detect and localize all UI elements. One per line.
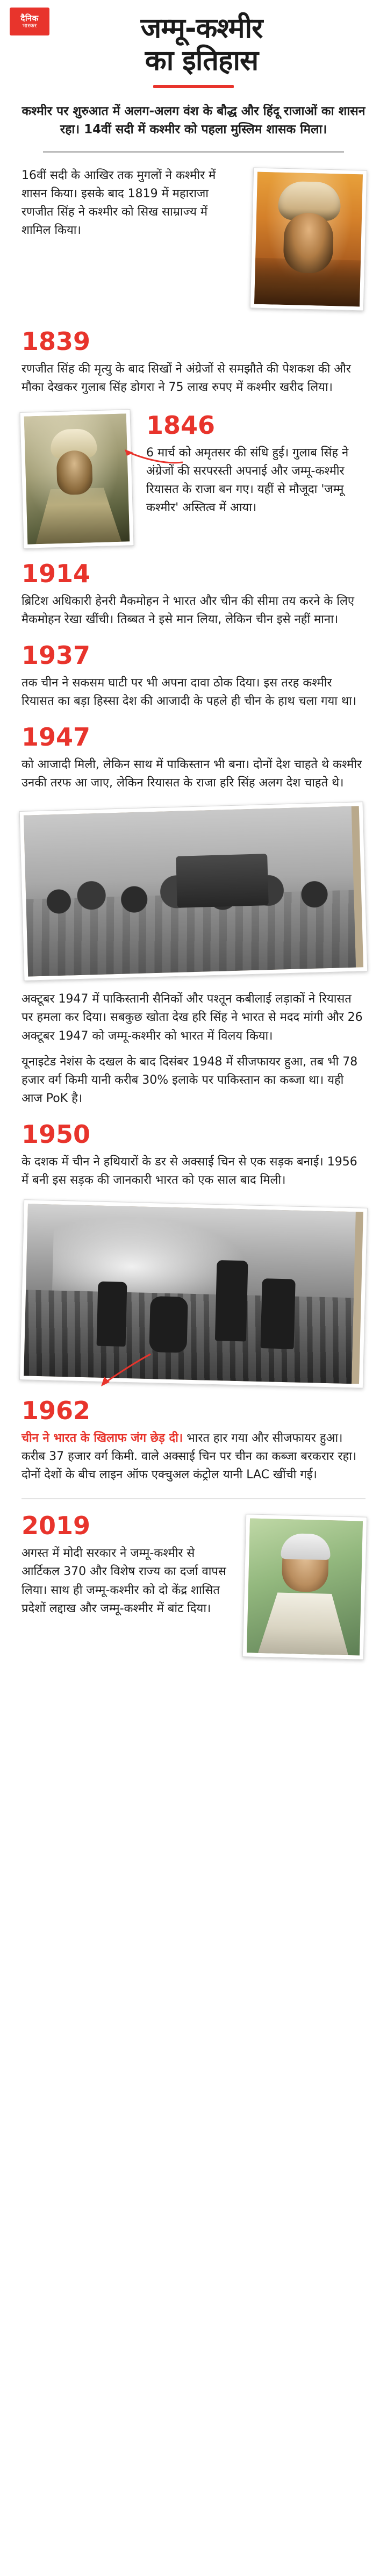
war-1962-photo-frame bbox=[19, 1199, 368, 1389]
ranjit-singh-photo-inner bbox=[254, 171, 363, 306]
soldier-figure-2 bbox=[149, 1297, 188, 1354]
portrait-body-shape bbox=[254, 257, 361, 306]
section-1914-text: ब्रिटिश अधिकारी हेनरी मैकमोहन ने भारत और चीन की सीमा तय करने के लिए मैकमोहन रेखा खींची। तिब्बत ने इसे मान लिया, लेकिन चीन इसे नहीं माना। bbox=[22, 594, 355, 626]
portrait-robe-shape bbox=[26, 482, 130, 544]
section-1846-text: 6 मार्च को अमृतसर की संधि हुई। गुलाब सिंह ने अंग्रेजों की सरपरस्ती अपनाई और जम्मू-कश्मीर रियासत के राजा बन गए। यहीं से मौजूदा 'जम्मू कश्मीर' अस्तित्व में आया। bbox=[146, 446, 349, 515]
section-1937-year: 1937 bbox=[22, 640, 91, 670]
section-1846 bbox=[0, 397, 387, 547]
page-title bbox=[0, 10, 387, 77]
section-1962-lead: चीन ने भारत के खिलाफ जंग छेड़ दी। bbox=[22, 1432, 183, 1446]
page-header bbox=[0, 0, 387, 88]
gulab-singh-photo-frame bbox=[19, 409, 134, 549]
section-1839 bbox=[0, 315, 387, 397]
truck-shape bbox=[176, 854, 269, 908]
kurta-shape bbox=[247, 1590, 361, 1656]
ranjit-singh-image-wrap bbox=[252, 169, 366, 310]
war-1947-photo-inner bbox=[24, 806, 363, 977]
war-1962-photo-block bbox=[0, 1190, 387, 1384]
page-title-line1: जम्मू-कश्मीर bbox=[140, 12, 263, 45]
page-title-line2: का इतिहास bbox=[145, 44, 259, 77]
section-1839-year: 1839 bbox=[22, 326, 91, 356]
gulab-singh-portrait-art bbox=[24, 413, 130, 544]
section-1962 bbox=[0, 1384, 387, 1484]
section-2019-text: अगस्त में मोदी सरकार ने जम्मू-कश्मीर से आर्टिकल 370 और विशेष राज्य का दर्जा वापस लिया। साथ ही जम्मू-कश्मीर को दो केंद्र शासित प्रदेशों लद्दाख और जम्मू-कश्मीर में बांट दिया। bbox=[22, 1547, 226, 1615]
section-mughal-ranjit-text: 16वीं सदी के आखिर तक मुगलों ने कश्मीर में शासन किया। इसके बाद 1819 में महाराजा रणजीत सिंह ने कश्मीर को सिख साम्राज्य में शामिल किया। bbox=[22, 168, 216, 237]
gulab-singh-image-wrap bbox=[22, 411, 132, 547]
dainik-bhaskar-logo bbox=[10, 8, 49, 35]
intro-paragraph: कश्मीर पर शुरुआत में अलग-अलग वंश के बौद्ध और हिंदू राजाओं का शासन रहा। 14वीं सदी में कश्मीर को पहला मुस्लिम शासक मिला। bbox=[22, 104, 366, 137]
section-1914 bbox=[0, 547, 387, 629]
war-1947-photo-block bbox=[0, 792, 387, 976]
ranjit-singh-portrait-art bbox=[254, 171, 363, 306]
soldier-figure-3 bbox=[215, 1260, 248, 1341]
section-1947 bbox=[0, 711, 387, 792]
section-1962-text bbox=[22, 1429, 366, 1484]
war-1947-photo-frame bbox=[19, 802, 368, 981]
section-1947-after bbox=[0, 976, 387, 1045]
section-pok bbox=[0, 1046, 387, 1108]
soldier-figure-4 bbox=[261, 1278, 296, 1349]
section-1947-after-text: अक्टूबर 1947 में पाकिस्तानी सैनिकों और पश्तून कबीलाई लड़ाकों ने रियासत पर हमला कर दिया। सबकुछ खोता देख हरि सिंह ने भारत से मदद मांगी और 26 अक्टूबर 1947 को जम्मू-कश्मीर को भारत में विलय किया। bbox=[22, 992, 363, 1043]
section-pok-text: यूनाइटेड नेशंस के दखल के बाद दिसंबर 1948 में सीजफायर हुआ, तब भी 78 हजार वर्ग किमी यानी करीब 30% इलाके पर पाकिस्तान का कब्जा था। यही आज PoK है। bbox=[22, 1055, 358, 1105]
section-1962-year: 1962 bbox=[22, 1396, 91, 1426]
section-1962-body: भारत हार गया और सीजफायर हुआ। करीब 37 हजार वर्ग किमी. वाले अक्साई चिन पर चीन का कब्जा बरकरार रहा। दोनों देशों के बीच लाइन ऑफ एक्चुअल कंट्रोल यानी LAC खींची गई। bbox=[22, 1432, 357, 1482]
modi-photo-frame bbox=[242, 1514, 367, 1660]
war-1962-photo-inner bbox=[24, 1204, 363, 1384]
section-1947-text: को आजादी मिली, लेकिन साथ में पाकिस्तान भी बना। दोनों देश चाहते थे कश्मीर उनकी तरफ आ जाए, लेकिन रियासत के राजा हरि सिंह अलग देश चाहते थे। bbox=[22, 758, 362, 790]
section-1914-year: 1914 bbox=[22, 559, 91, 588]
title-underline bbox=[153, 85, 234, 88]
section-1839-text: रणजीत सिंह की मृत्यु के बाद सिखों ने अंग्रेजों से समझौते की पेशकश की और मौका देखकर गुलाब सिंह डोगरा ने 75 लाख रुपए में कश्मीर खरीद लिया। bbox=[22, 362, 351, 394]
modi-photo-art bbox=[247, 1519, 363, 1656]
logo-line2: भास्कर bbox=[22, 23, 37, 29]
footer-spacer bbox=[0, 1664, 387, 1675]
section-1937 bbox=[0, 629, 387, 711]
war-1947-photo-art bbox=[24, 806, 356, 977]
section-2019 bbox=[0, 1499, 387, 1664]
section-1950-text: के दशक में चीन ने हथियारों के डर से अक्साई चिन से एक सड़क बनाई। 1956 में बनी इस सड़क की जानकारी भारत को एक साल बाद मिली। bbox=[22, 1155, 357, 1187]
section-1846-text-col bbox=[146, 411, 366, 517]
gulab-singh-photo-inner bbox=[24, 413, 130, 544]
section-2019-year: 2019 bbox=[22, 1511, 91, 1541]
section-1950-year: 1950 bbox=[22, 1119, 91, 1149]
section-1950 bbox=[0, 1108, 387, 1190]
ranjit-singh-photo-frame bbox=[250, 167, 367, 311]
section-1947-year: 1947 bbox=[22, 722, 91, 752]
section-1846-row bbox=[22, 411, 366, 547]
modi-image-wrap bbox=[244, 1515, 366, 1658]
war-1962-photo-art bbox=[24, 1204, 356, 1384]
modi-photo-inner bbox=[247, 1519, 363, 1656]
soldier-figure-1 bbox=[97, 1282, 127, 1347]
ground-shape bbox=[24, 1290, 354, 1384]
section-mughal-ranjit bbox=[0, 153, 387, 315]
section-1937-text: तक चीन ने सकसम घाटी पर भी अपना दावा ठोक दिया। इस तरह कश्मीर रियासत का बड़ा हिस्सा देश की आजादी के पहले ही चीन के हाथ चला गया था। bbox=[22, 676, 357, 709]
logo-line1: दैनिक bbox=[20, 13, 39, 24]
section-1846-year: 1846 bbox=[146, 410, 216, 440]
